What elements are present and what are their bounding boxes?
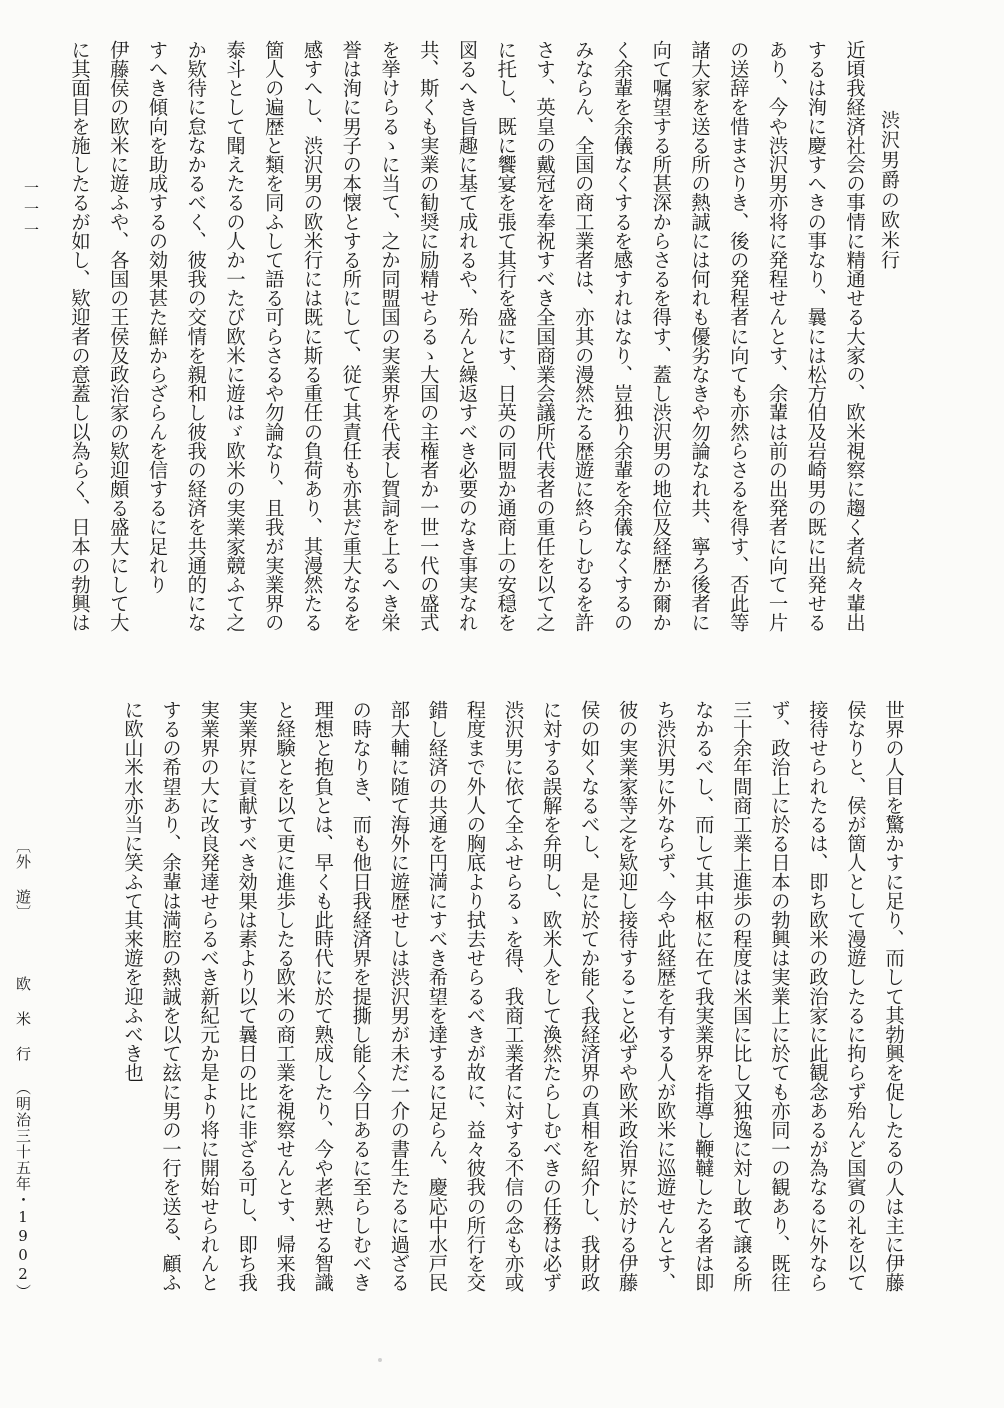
text-column: 向て嘱望する所甚深からさるを得す、蓋し渋沢男の地位及経歴か爾か	[649, 40, 673, 632]
text-column: 伊藤侯の欧米に遊ふや、各国の王侯及政治家の欵迎頗る盛大にして大	[106, 40, 130, 632]
text-column: か欵待に怠なかるべく、彼我の交情を親和し彼我の経済を共通的にな	[184, 40, 208, 632]
text-column: あり、今や渋沢男亦将に発程せんとす、余輩は前の出発者に向て一片	[765, 40, 789, 632]
text-column: 接待せられたるは、即ち欧米の政治家に此観念あるが為なるに外なら	[805, 700, 829, 1292]
text-column: さす、英皇の戴冠を奉祝すべき全国商業会議所代表者の重任を以て之	[533, 40, 556, 632]
text-column: を挙けらるゝに当て、之か同盟国の実業界を代表し賀詞を上るへき栄	[378, 40, 401, 632]
text-column: 感すへし、渋沢男の欧米行には既に斯る重任の負荷あり、其漫然たる	[300, 40, 324, 632]
text-column: するの希望あり、余輩は満腔の熱誠を以て玆に男の一行を送る、顧ふ	[159, 700, 183, 1292]
text-column: に欧山米水亦当に笑ふて其来遊を迎ふべき也	[121, 700, 144, 1082]
text-column: 誉は洵に男子の本懐とする所にして、従て其責任も亦甚だ重大なるを	[339, 40, 363, 632]
text-column: 図るへき旨趣に基て成れるや、殆んと繰返すべき必要のなき事実なれ	[455, 40, 479, 632]
text-column: みならん、全国の商工業者は、亦其の漫然たる歴遊に終らしむるを許	[571, 40, 595, 632]
text-column: すへき傾向を助成するの効果甚た鮮からざらんを信するに足れり	[145, 40, 169, 594]
text-column: の時なりき、而も他日我経済界を提撕し能く今日あるに至らしむべき	[349, 700, 373, 1292]
text-column: ち渋沢男に外ならず、今や此経歴を有する人が欧米に巡遊せんとす、	[653, 700, 677, 1292]
text-column: ず、政治上に於る日本の勃興は実業上に於ても亦同一の観あり、既往	[767, 700, 791, 1292]
text-column: 渋沢男に依て全ふせらるゝを得、我商工業者に対する不信の念も亦或	[501, 700, 525, 1292]
text-column: 近頃我経済社会の事情に精通せる大家の、欧米視察に趨く者続々輩出	[843, 40, 866, 632]
text-column: 彼の実業家等之を欵迎し接待すること必ずや欧米政治界に於ける伊藤	[615, 700, 639, 1292]
text-column: に其面目を施したるが如し、欵迎者の意蓋し以為らく、日本の勃興は	[68, 40, 91, 632]
footer-date: （明治三十五年・1902）	[14, 1080, 32, 1300]
footer-subtitle: 欧 米 行	[14, 976, 32, 1062]
text-column: 共、斯くも実業の勧奨に励精せらるゝ大国の主権者か一世一代の盛式	[416, 40, 440, 632]
text-column: 実業界の大に改良発達せらるべき新紀元か是より将に開始せられんと	[197, 700, 221, 1292]
text-column: の送辞を惜まさりき、後の発程者に向ても亦然らさるを得す、否此等	[726, 40, 750, 632]
text-column: 世界の人目を驚かすに足り、而して其勃興を促したるの人は主に伊藤	[882, 700, 905, 1292]
text-column: するは洵に慶すへきの事なり、曩には松方伯及岩崎男の既に出発せる	[804, 40, 828, 632]
scan-speck	[378, 1358, 382, 1362]
text-column: 三十余年間商工業上進歩の程度は米国に比し又独逸に対し敢て譲る所	[729, 700, 753, 1292]
text-column: く余輩を余儀なくするを感すれはなり、豈独り余輩を余儀なくするの	[610, 40, 634, 632]
text-column: 侯なりと、侯が箇人として漫遊したるに拘らず殆んど国賓の礼を以て	[843, 700, 867, 1292]
text-column: 程度まで外人の胸底より拭去せらるべきが故に、益々彼我の所行を交	[463, 700, 487, 1292]
text-column: 泰斗として聞えたるの人か一たび欧米に遊はゞ欧米の実業家競ふて之	[223, 40, 246, 632]
text-column: 理想と抱負とは、早くも此時代に於て熟成したり、今や老熟せる智識	[311, 700, 335, 1292]
text-column: 侯の如くなるべし、是に於てか能く我経済界の真相を紹介し、我財政	[577, 700, 601, 1292]
footer-section-label: 〔外 遊〕	[14, 838, 32, 921]
text-column: 箇人の遍歴と類を同ふして語る可らさるや勿論なり、且我が実業界の	[261, 40, 285, 632]
article-title: 渋沢男爵の欧米行	[878, 110, 900, 270]
text-column: に対する誤解を弁明し、欧米人をして渙然たらしむべきの任務は必ず	[539, 700, 563, 1292]
page-number: 一一一	[22, 180, 40, 243]
text-column: 錯し経済の共通を円満にすべき希望を達するに足らん、慶応中水戸民	[425, 700, 449, 1292]
text-column: 部大輔に随て海外に遊歴せしは渋沢男が未だ一介の書生たるに過ざる	[387, 700, 411, 1292]
text-column: 諸大家を送る所の熱誠には何れも優劣なきや勿論なれ共、寧ろ後者に	[688, 40, 711, 632]
text-column: 実業界に貢献すべき効果は素より以て曩日の比に非ざる可し、即ち我	[235, 700, 259, 1292]
text-column: に托し、既に饗宴を張て其行を盛にす、日英の同盟か通商上の安穏を	[494, 40, 518, 632]
text-column: なかるべし、而して其中枢に在て我実業界を指導し鞭韃したる者は即	[691, 700, 715, 1292]
text-column: と経験とを以て更に進歩したる欧米の商工業を視察せんとす、帰来我	[273, 700, 297, 1292]
